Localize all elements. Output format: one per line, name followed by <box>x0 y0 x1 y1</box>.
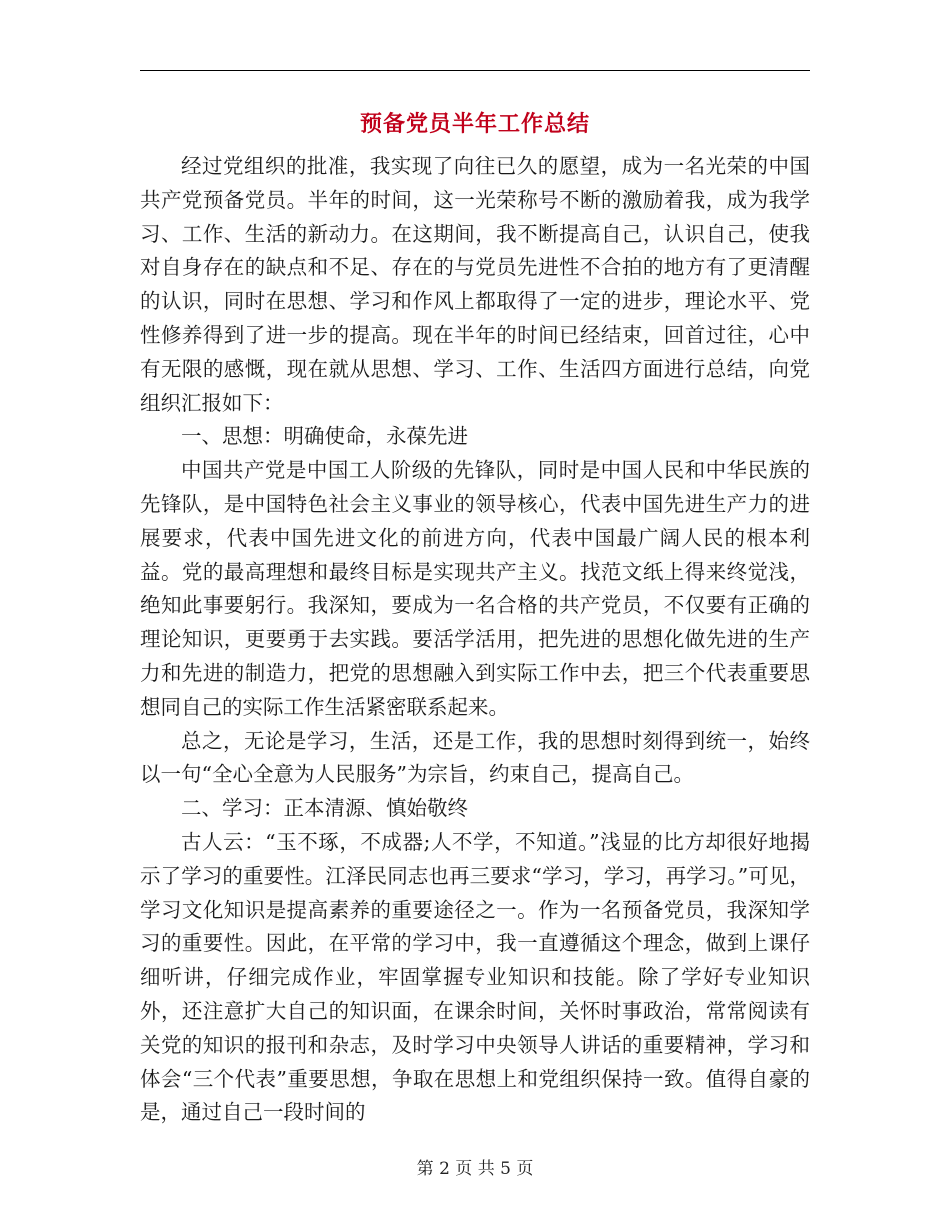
section-heading-thought: 一、思想：明确使命，永葆先进 <box>181 424 468 449</box>
document-body <box>140 150 810 1130</box>
paragraph-thought: 中国共产党是中国工人阶级的先锋队，同时是中国人民和中华民族的先锋队，是中国特色社会主义事业的领导核心，代表中国先进生产力的进展要求，代表中国先进文化的前进方向，代表中国最广阔人民的根本利益。党的最高理想和最终目标是实现共产主义。找范文纸上得来终觉浅，绝知此事要躬行。我深知，要成为一名合格的共产党员，不仅要有正确的理论知识，更要勇于去实践。要活学活用，把先进的思想化做先进的生产力和先进的制造力，把党的思想融入到实际工作中去，把三个代表重要思想同自己的实际工作生活紧密联系起来。 <box>140 458 810 719</box>
document-title: 预备党员半年工作总结 <box>359 112 590 137</box>
paragraph-summary: 总之，无论是学习，生活，还是工作，我的思想时刻得到统一，始终以一句“全心全意为人民服务”为宗旨，约束自己，提高自己。 <box>140 728 810 787</box>
header-rule <box>140 70 810 71</box>
section-heading-study: 二、学习：正本清源、慎始敬终 <box>181 796 468 821</box>
page-footer: 第 2 页 共 5 页 <box>416 1159 534 1179</box>
paragraph-study: 古人云：“玉不琢，不成器;人不学，不知道。”浅显的比方却很好地揭示了学习的重要性。江泽民同志也再三要求“学习，学习，再学习。”可见，学习文化知识是提高素养的重要途径之一。作为一名预备党员，我深知学习的重要性。因此，在平常的学习中，我一直遵循这个理念，做到上课仔细听讲，仔细完成作业，牢固掌握专业知识和技能。除了学好专业知识外，还注意扩大自己的知识面，在课余时间，关怀时事政治，常常阅读有关党的知识的报刊和杂志，及时学习中央领导人讲话的重要精神，学习和体会“三个代表”重要思想，争取在思想上和党组织保持一致。值得自豪的是，通过自己一段时间的 <box>140 829 810 1125</box>
paragraph-intro: 经过党组织的批准，我实现了向往已久的愿望，成为一名光荣的中国共产党预备党员。半年的时间，这一光荣称号不断的激励着我，成为我学习、工作、生活的新动力。在这期间，我不断提高自己，认识自己，使我对自身存在的缺点和不足、存在的与党员先进性不合拍的地方有了更清醒的认识，同时在思想、学习和作风上都取得了一定的进步，理论水平、党性修养得到了进一步的提高。现在半年的时间已经结束，回首过往，心中有无限的感慨，现在就从思想、学习、工作、生活四方面进行总结，向党组织汇报如下： <box>140 154 810 415</box>
